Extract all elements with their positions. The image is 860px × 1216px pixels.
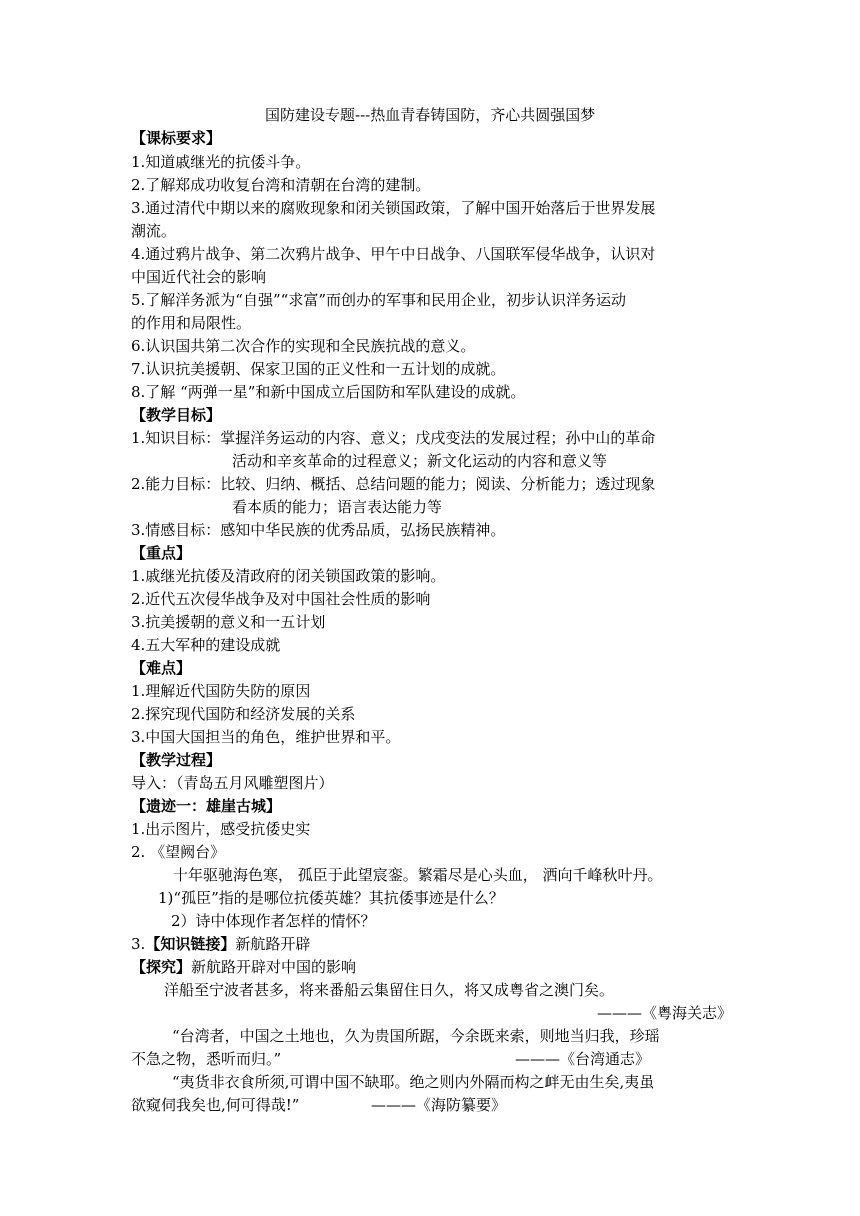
- goal-knowledge-cont: 活动和辛亥革命的过程意义；新文化运动的内容和意义等: [232, 452, 608, 470]
- section-heading-curriculum: 【课标要求】: [131, 129, 222, 147]
- curriculum-item: 8.了解 “两弹一星”和新中国成立后国防和军队建设的成就。: [131, 383, 526, 401]
- curriculum-item: 中国近代社会的影响: [131, 268, 267, 286]
- quote-source: ———《海防纂要》: [371, 1096, 507, 1114]
- process-step: 1.出示图片，感受抗倭史实: [131, 820, 311, 838]
- step-number: 3.: [131, 935, 146, 953]
- question-item: 2）诗中体现作者怎样的情怀？: [171, 912, 376, 930]
- explore-tag: 【探究】: [131, 958, 192, 976]
- curriculum-item: 2.了解郑成功收复台湾和清朝在台湾的建制。: [131, 176, 431, 194]
- explore-line: [131, 957, 356, 977]
- curriculum-item: 5.了解洋务派为“自强”“求富”而创办的军事和民用企业，初步认识洋务运动: [131, 291, 626, 309]
- goal-ability-cont: 看本质的能力；语言表达能力等: [232, 498, 443, 516]
- goal-emotion: 3.情感目标：感知中华民族的优秀品质，弘扬民族精神。: [131, 521, 506, 539]
- curriculum-item: 潮流。: [131, 222, 177, 240]
- section-heading-goals: 【教学目标】: [131, 406, 222, 424]
- keypoint-item: 3.抗美援朝的意义和一五计划: [131, 613, 326, 631]
- quote-text: 不急之物，悉听而归。”: [131, 1050, 282, 1068]
- curriculum-item: 1.知道戚继光的抗倭斗争。: [131, 153, 311, 171]
- quote-text: 欲窥伺我矣也,何可得哉!”: [131, 1096, 300, 1114]
- curriculum-item: 7.认识抗美援朝、保家卫国的正义性和一五计划的成就。: [131, 360, 506, 378]
- quote-source: ———《粤海关志》: [596, 1004, 732, 1022]
- section-heading-process: 【教学过程】: [131, 751, 222, 769]
- curriculum-item: 4.通过鸦片战争、第二次鸦片战争、甲午中日战争、八国联军侵华战争，认识对: [131, 245, 656, 263]
- knowledge-link-text: 新航路开辟: [235, 935, 311, 953]
- quote-text: “台湾者，中国之土地也，久为贵国所踞，今余既来索，则地当归我，珍瑶: [172, 1027, 660, 1045]
- site-heading: 【遗迹一：雄崖古城】: [131, 797, 282, 815]
- curriculum-item: 3.通过清代中期以来的腐败现象和闭关锁国政策，了解中国开始落后于世界发展: [131, 199, 656, 217]
- goal-ability: 2.能力目标：比较、归纳、概括、总结问题的能力；阅读、分析能力；透过现象: [131, 475, 656, 493]
- process-step-knowledge-link: [131, 934, 310, 954]
- difficulty-item: 3.中国大国担当的角色，维护世界和平。: [131, 728, 401, 746]
- process-intro: 导入：（青岛五月风雕塑图片）: [131, 774, 334, 792]
- curriculum-item: 6.认识国共第二次合作的实现和全民族抗战的意义。: [131, 337, 476, 355]
- difficulty-item: 2.探究现代国防和经济发展的关系: [131, 705, 356, 723]
- poem-text: 十年驱驰海色寒， 孤臣于此望宸銮。繁霜尽是心头血， 洒向千峰秋叶丹。: [173, 866, 663, 884]
- process-step: 2. 《望阙台》: [131, 843, 226, 861]
- curriculum-item: 的作用和局限性。: [131, 314, 252, 332]
- question-item: 1)“孤臣”指的是哪位抗倭英雄？其抗倭事迹是什么？: [158, 889, 504, 907]
- keypoint-item: 1.戚继光抗倭及清政府的闭关锁国政策的影响。: [131, 567, 446, 585]
- keypoint-item: 2.近代五次侵华战争及对中国社会性质的影响: [131, 590, 431, 608]
- document-title: 国防建设专题---热血青春铸国防，齐心共圆强国梦: [265, 106, 596, 124]
- section-heading-difficulties: 【难点】: [131, 659, 192, 677]
- quote-text: “夷货非衣食所须,可谓中国不缺耶。绝之则内外隔而构之衅无由生矣,夷虽: [172, 1073, 655, 1091]
- quote-source: ———《台湾通志》: [515, 1050, 651, 1068]
- quote-text: 洋船至宁波者甚多，将来番船云集留住日久，将又成粤省之澳门矣。: [164, 981, 615, 999]
- difficulty-item: 1.理解近代国防失防的原因: [131, 682, 311, 700]
- knowledge-link-tag: 【知识链接】: [145, 935, 236, 953]
- goal-knowledge: 1.知识目标：掌握洋务运动的内容、意义；戊戌变法的发展过程；孙中山的革命: [131, 429, 656, 447]
- explore-text: 新航路开辟对中国的影响: [191, 958, 357, 976]
- keypoint-item: 4.五大军种的建设成就: [131, 636, 281, 654]
- section-heading-keypoints: 【重点】: [131, 544, 192, 562]
